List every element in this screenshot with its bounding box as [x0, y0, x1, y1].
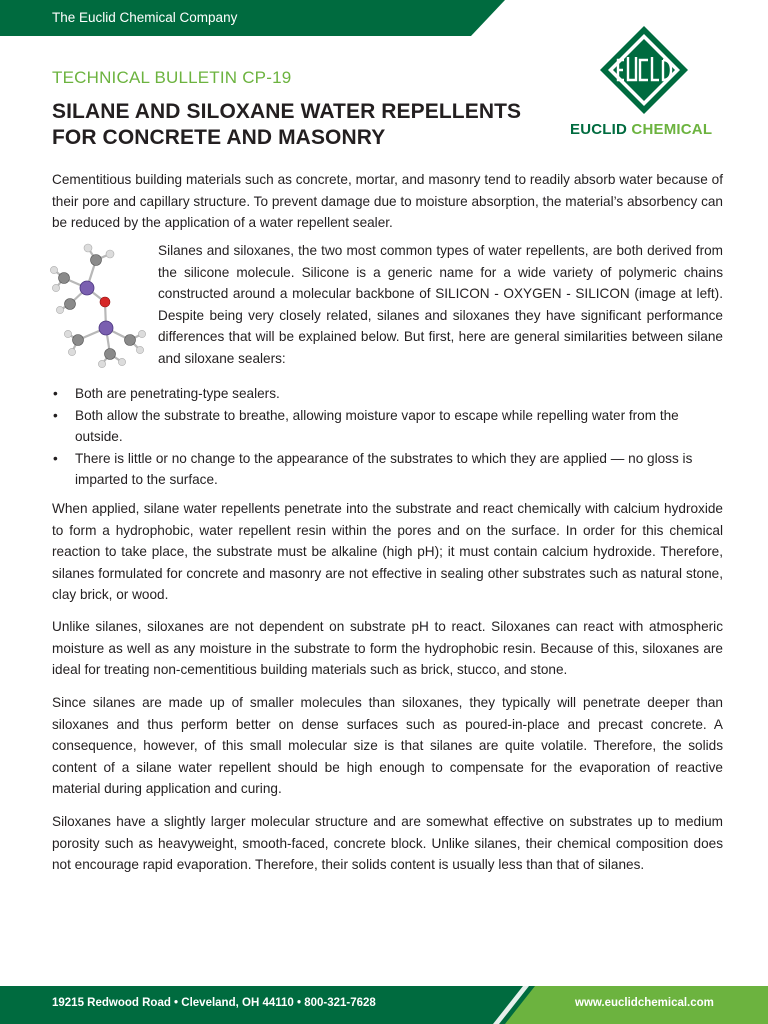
siloxanes-paragraph: Unlike silanes, siloxanes are not dependent on substrate pH to react. Siloxanes can react with atmospheric moisture as well as any moisture in the substrate to form the hydrophobic resin. Because of this, siloxanes are ideal for treating non-cementitious building materials such as brick, stucco, and stone. — [52, 619, 723, 677]
intro-paragraph: Cementitious building materials such as concrete, mortar, and masonry tend to readily absorb water because of their pore and capillary structure. To prevent damage due to moisture absorption, the material’s absorbency can be reduced by the application of a water repellent sealer. — [52, 172, 723, 230]
list-item: • Both are penetrating-type sealers. — [52, 383, 724, 405]
siloxane-molecule-icon — [50, 240, 150, 370]
bulletin-number: TECHNICAL BULLETIN CP-19 — [52, 68, 292, 87]
footer-website-link[interactable]: www.euclidchemical.com — [575, 997, 714, 1009]
list-item: • There is little or no change to the appearance of the substrates to which they are applied — no gloss is imparted to the surface. — [52, 448, 724, 491]
page-title — [52, 99, 521, 151]
footer-address: 19215 Redwood Road • Cleveland, OH 44110 • 800-321-7628 — [52, 997, 376, 1009]
silicone-paragraph: Silanes and siloxanes, the two most common types of water repellents, are both derived from the silicone molecule. Silicone is a generic name for a wide variety of polymeric chains constructed around a molecular backbone of SILICON - OXYGEN - SILICON (image at left). Despite being very closely related, silanes and siloxanes they have significant performance differences that will be explained below. But first, here are general similarities between silane and siloxane sealers: — [158, 243, 723, 366]
brand-wordmark — [570, 121, 712, 138]
silanes-paragraph: When applied, silane water repellents penetrate into the substrate and react chemically with calcium hydroxide to form a hydrophobic, water repellent resin within the pores and on the surface. In order for this chemical reaction to take place, the substrate must be alkaline (high pH); it must contain calcium hydroxide. Therefore, silanes formulated for concrete and masonry are not effective in sealing other substrates such as natural stone, clay brick, or wood. — [52, 501, 723, 602]
brand-wordmark-chemical: CHEMICAL — [631, 121, 713, 138]
list-item: • Both allow the substrate to breathe, allowing moisture vapor to escape while repelling water from the outside. — [52, 405, 724, 448]
molecule-size-paragraph: Since silanes are made up of smaller molecules than siloxanes, they typically will penetrate deeper than siloxanes and thus perform better on dense surfaces such as poured-in-place and precast concrete. A consequence, however, of this small molecular size is that silanes are quite volatile. Therefore, the solids content of a silane water repellent should be high enough to compensate for the evaporation of reactive material during application and curing. — [52, 695, 723, 796]
siloxane-structure-paragraph: Siloxanes have a slightly larger molecular structure and are somewhat effective on substrates up to medium porosity such as heavyweight, smooth-faced, concrete block. Unlike silanes, their chemical composition does not encourage rapid evaporation. Therefore, their solids content is usually less than that of silanes. — [52, 814, 723, 872]
page-title-line-2: FOR CONCRETE AND MASONRY — [52, 126, 386, 149]
brand-wordmark-euclid: EUCLID — [570, 121, 628, 138]
page-title-line-1: SILANE AND SILOXANE WATER REPELLENTS — [52, 100, 522, 123]
similarities-list — [52, 383, 724, 491]
company-name: The Euclid Chemical Company — [52, 10, 238, 25]
euclid-logo-icon — [598, 24, 690, 116]
